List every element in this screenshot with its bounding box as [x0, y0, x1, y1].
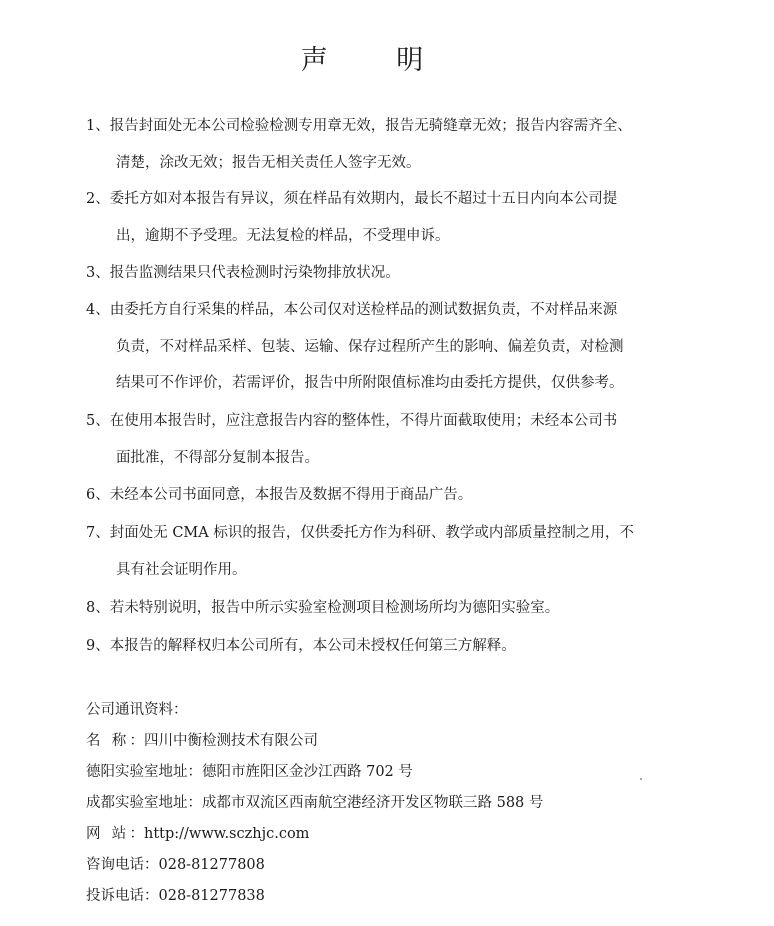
clause-line: 5、在使用本报告时，应注意报告内容的整体性，不得片面截取使用；未经本公司书 [86, 413, 618, 429]
contact-chengdu-row [86, 788, 706, 819]
clause-3 [86, 255, 686, 292]
contact-name-row [86, 726, 706, 757]
clause-line: 2、委托方如对本报告有异议，须在样品有效期内，最长不超过十五日内向本公司提 [86, 191, 618, 207]
contact-deyang-row [86, 757, 706, 788]
clause-line: 4、由委托方自行采集的样品，本公司仅对送检样品的测试数据负责，不对样品来源 [86, 302, 618, 318]
clause-5 [86, 403, 686, 476]
clause-line: 面批准，不得部分复制本报告。 [116, 449, 319, 466]
contact-inquiry-row [86, 850, 706, 881]
clause-9 [86, 628, 686, 665]
contact-chengdu-label: 成都实验室地址： [86, 795, 202, 811]
clause-line: 6、未经本公司书面同意，本报告及数据不得用于商品广告。 [86, 487, 473, 503]
clause-line: 3、报告监测结果只代表检测时污染物排放状况。 [86, 265, 400, 281]
contact-deyang-value: 德阳市旌阳区金沙江西路 702 号 [202, 764, 413, 780]
clause-4 [86, 292, 686, 402]
clause-1 [86, 108, 686, 181]
clause-line: 7、封面处无 CMA 标识的报告，仅供委托方作为科研、教学或内部质量控制之用，不 [86, 525, 634, 541]
page-title: 声 明 [300, 45, 454, 76]
contact-name-label: 名 称： [86, 733, 144, 749]
contact-inquiry-value: 028-81277808 [158, 857, 265, 873]
scan-speck [640, 778, 642, 780]
contact-heading: 公司通讯资料： [86, 702, 188, 718]
clause-line: 清楚，涂改无效；报告无相关责任人签字无效。 [116, 154, 421, 171]
contact-complaint-row [86, 881, 706, 912]
clause-2 [86, 181, 686, 254]
clause-line: 9、本报告的解释权归本公司所有，本公司未授权任何第三方解释。 [86, 638, 516, 654]
contact-website-value: http://www.sczhjc.com [144, 826, 310, 842]
contact-inquiry-label: 咨询电话： [86, 857, 159, 873]
contact-complaint-value: 028-81277838 [158, 888, 265, 904]
clause-line: 8、若未特别说明，报告中所示实验室检测项目检测场所均为德阳实验室。 [86, 600, 560, 616]
clause-line: 负责，不对样品采样、包装、运输、保存过程所产生的影响、偏差负责，对检测 [116, 338, 624, 355]
contact-name-value: 四川中衡检测技术有限公司 [144, 733, 318, 749]
contact-complaint-label: 投诉电话： [86, 888, 159, 904]
clause-line: 结果可不作评价，若需评价，报告中所附限值标准均由委托方提供，仅供参考。 [116, 375, 624, 391]
clause-line: 出，逾期不予受理。无法复检的样品，不受理申诉。 [116, 227, 450, 244]
contact-chengdu-value: 成都市双流区西南航空港经济开发区物联三路 588 号 [202, 795, 544, 811]
clause-7 [86, 515, 686, 588]
clause-line: 1、报告封面处无本公司检验检测专用章无效，报告无骑缝章无效；报告内容需齐全、 [86, 118, 632, 134]
clause-8 [86, 590, 686, 627]
clause-line: 具有社会证明作用。 [116, 561, 247, 578]
contact-deyang-label: 德阳实验室地址： [86, 764, 202, 780]
contact-website-row [86, 819, 706, 850]
clause-6 [86, 477, 686, 514]
contact-info [86, 695, 706, 912]
contact-website-label: 网 站： [86, 826, 144, 842]
